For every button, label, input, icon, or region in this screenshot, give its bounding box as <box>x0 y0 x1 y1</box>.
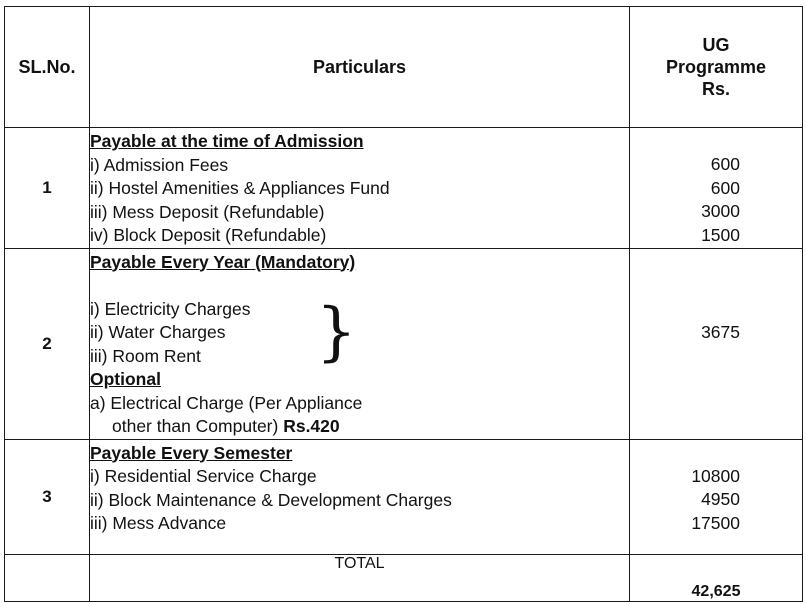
amount-value: 17500 <box>691 512 740 533</box>
grouping-brace: } <box>316 294 357 369</box>
mandatory-items <box>90 294 629 369</box>
section-title: Payable at the time of Admission <box>90 131 364 151</box>
amount-value: 3675 <box>701 321 740 342</box>
list-item: iv) Block Deposit (Refundable) <box>90 225 327 245</box>
optional-item: a) Electrical Charge (Per Appliance <box>90 392 363 413</box>
total-empty-cell <box>5 554 90 601</box>
optional-title: Optional <box>90 369 161 389</box>
fee-table <box>4 6 803 602</box>
header-amount-line1: UG <box>702 35 730 55</box>
optional-item-cont <box>90 415 629 439</box>
row-sl-number: 1 <box>5 128 90 249</box>
total-label: TOTAL <box>90 554 630 601</box>
row-sl-number: 3 <box>5 439 90 554</box>
header-row <box>5 7 803 128</box>
list-item: iii) Mess Deposit (Refundable) <box>90 201 325 222</box>
table-row <box>5 439 803 554</box>
list-item: i) Residential Service Charge <box>90 466 317 486</box>
row-sl-number: 2 <box>5 248 90 439</box>
list-item: i) Admission Fees <box>90 154 229 175</box>
total-value: 42,625 <box>630 554 803 601</box>
list-item: iii) Room Rent <box>90 345 201 366</box>
table-row <box>5 128 803 249</box>
row-particulars <box>90 128 630 249</box>
header-amount <box>630 7 803 128</box>
header-amount-line2: Programme <box>665 57 767 77</box>
optional-item-text: other than Computer) <box>112 416 284 436</box>
amount-value: 1500 <box>701 224 740 245</box>
list-item: ii) Water Charges <box>90 322 226 342</box>
list-item: iii) Mess Advance <box>90 513 227 533</box>
row-amounts <box>630 439 803 554</box>
header-particulars: Particulars <box>90 7 630 128</box>
total-row <box>5 554 803 601</box>
section-title: Payable Every Semester <box>90 442 293 463</box>
header-sl-no: SL.No. <box>5 7 90 128</box>
list-item: ii) Block Maintenance & Development Charges <box>90 489 452 510</box>
row-particulars <box>90 439 630 554</box>
row-particulars <box>90 248 630 439</box>
amount-value: 600 <box>710 177 740 198</box>
list-item: ii) Hostel Amenities & Appliances Fund <box>90 178 390 198</box>
row-amounts <box>630 128 803 249</box>
optional-item-amount: Rs.420 <box>283 416 340 436</box>
amount-value: 3000 <box>701 201 740 221</box>
amount-value: 600 <box>710 154 740 174</box>
header-amount-line3: Rs. <box>701 79 730 99</box>
row-amounts <box>630 248 803 439</box>
amount-value: 10800 <box>691 465 740 486</box>
section-title: Payable Every Year (Mandatory) <box>90 251 356 272</box>
list-item: i) Electricity Charges <box>90 298 251 319</box>
table-row <box>5 248 803 439</box>
amount-value: 4950 <box>701 489 740 509</box>
